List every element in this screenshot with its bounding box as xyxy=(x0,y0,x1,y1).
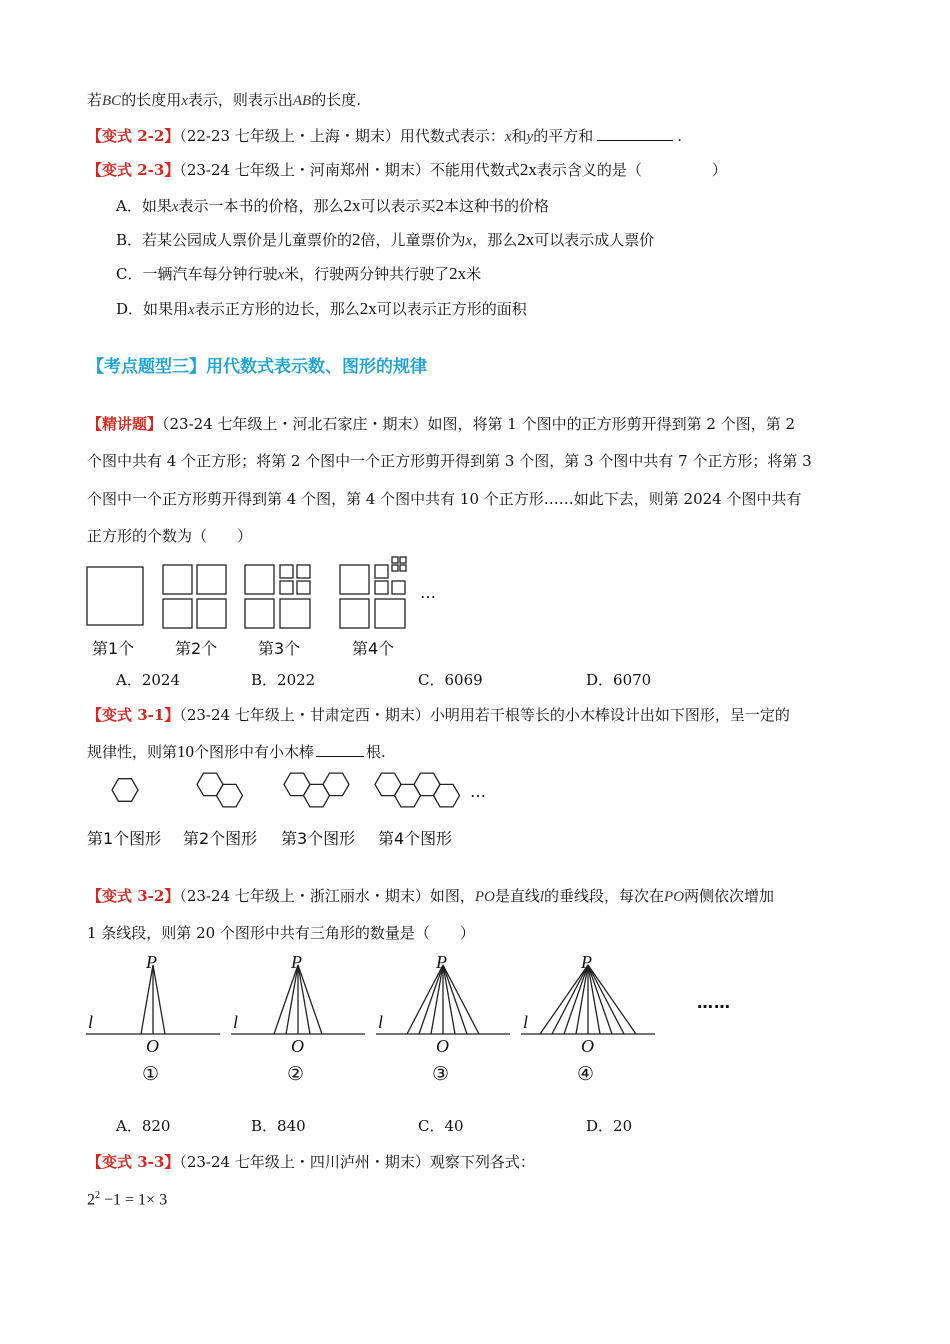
fig3-square xyxy=(297,565,310,578)
fan-ray xyxy=(141,965,153,1034)
squares-ellipsis: … xyxy=(420,583,436,602)
jingjiang-line2: 个图中共有 4 个正方形；将第 2 个图中一个正方形剪开得到第 3 个图，第 3 个图中共有 7 个正方形；将第 3 xyxy=(87,452,812,470)
fan-ray xyxy=(298,965,310,1034)
hex-label-3: 第3个图形 xyxy=(281,829,356,848)
fig4-square xyxy=(375,581,388,594)
fig2-square xyxy=(197,565,226,594)
hexagon-ellipsis: … xyxy=(470,782,486,801)
variant-3-1-line1: 【变式 3-1】（23-24 七年级上・甘肃定西・期末）小明用若干根等长的小木棒设计出如下图形，呈一定的 xyxy=(87,706,790,724)
fig-label-1: 第1个 xyxy=(92,639,135,658)
fan-ray xyxy=(153,965,165,1034)
fig-label-2: 第2个 xyxy=(175,639,218,658)
fig4-square xyxy=(375,599,405,628)
fan-label-p: P xyxy=(291,952,302,972)
option-b[interactable]: B．2022 xyxy=(251,671,316,689)
option-c[interactable]: C．6069 xyxy=(418,671,483,689)
variant-tag: 【变式 2-2】 xyxy=(87,127,180,145)
fan-label-o: O xyxy=(436,1036,449,1056)
fig4-square xyxy=(340,565,369,594)
fan-number-3: ③ xyxy=(432,1063,450,1085)
variant-tag: 【变式 3-1】 xyxy=(87,706,180,724)
hexagon xyxy=(112,779,138,802)
variant-tag: 【变式 3-3】 xyxy=(87,1153,180,1171)
section-title: 【考点题型三】用代数式表示数、图形的规律 xyxy=(87,357,427,377)
fan-ray xyxy=(540,965,588,1034)
option-c[interactable]: C．一辆汽车每分钟行驶x米，行驶两分钟共行驶了2x米 xyxy=(116,264,482,283)
formula: $2^2 -1 = 1\times 3$ xyxy=(87,1190,168,1209)
fig3-square xyxy=(297,581,310,594)
squares-figure xyxy=(86,562,446,632)
fan-label-p: P xyxy=(436,952,447,972)
option-d[interactable]: D．6070 xyxy=(586,671,652,689)
fig4-square xyxy=(392,557,398,563)
answer-blank[interactable] xyxy=(597,126,673,141)
variant-tag: 【精讲题】 xyxy=(87,415,163,433)
fan-ray xyxy=(419,965,443,1034)
fig3-square xyxy=(280,565,293,578)
fan-number-1: ① xyxy=(142,1063,160,1085)
jingjiang-line1: 【精讲题】（23-24 七年级上・河北石家庄・期末）如图，将第 1 个图中的正方形剪开得到第 2 个图，第 2 xyxy=(87,415,796,433)
fan-label-p: P xyxy=(581,952,592,972)
fan-number-2: ② xyxy=(287,1063,305,1085)
fig3-square xyxy=(245,565,274,594)
hexagon xyxy=(434,784,460,807)
fig4-square xyxy=(392,565,398,571)
fan-figure xyxy=(80,950,760,1090)
hexagon-figure xyxy=(100,768,500,818)
fan-label-l: l xyxy=(378,1012,384,1032)
fan-ray xyxy=(443,965,467,1034)
fig3-square xyxy=(280,599,310,628)
hexagon xyxy=(217,784,243,807)
option-b[interactable]: B．若某公园成人票价是儿童票价的2倍，儿童票价为x，那么2x可以表示成人票价 xyxy=(116,230,655,249)
fan-label-l: l xyxy=(88,1012,94,1032)
fig4-square xyxy=(340,599,369,628)
fan-label-l: l xyxy=(233,1012,239,1032)
option-a[interactable]: A．820 xyxy=(116,1117,171,1135)
option-a[interactable]: A．2024 xyxy=(116,671,181,689)
hex-label-2: 第2个图形 xyxy=(183,829,258,848)
jingjiang-line4: 正方形的个数为（ ） xyxy=(87,527,253,545)
fig3-square xyxy=(245,599,274,628)
fig-label-3: 第3个 xyxy=(258,639,301,658)
fig4-square xyxy=(400,565,406,571)
option-d[interactable]: D．20 xyxy=(586,1117,633,1135)
variant-3-3-line1: 【变式 3-3】（23-24 七年级上・四川泸州・期末）观察下列各式： xyxy=(87,1153,535,1171)
variant-3-1-line2: 规律性，则第10个图形中有小木棒 根. xyxy=(87,742,386,761)
option-a[interactable]: A．如果x表示一本书的价格，那么2x可以表示买2本这种书的价格 xyxy=(116,196,550,215)
fig1-square xyxy=(87,567,143,625)
fan-ray xyxy=(274,965,298,1034)
fan-ray xyxy=(588,965,636,1034)
fig4-square xyxy=(375,565,388,578)
fan-ray xyxy=(286,965,298,1034)
fan-ray xyxy=(298,965,322,1034)
variant-2-2: 【变式 2-2】（22-23 七年级上・上海・期末）用代数式表示：x和y的平方和 . xyxy=(87,127,682,145)
fan-label-l: l xyxy=(523,1012,529,1032)
fig-label-4: 第4个 xyxy=(352,639,395,658)
option-d[interactable]: D．如果用x表示正方形的边长，那么2x可以表示正方形的面积 xyxy=(116,299,527,318)
option-c[interactable]: C．40 xyxy=(418,1117,464,1135)
hexagon xyxy=(323,773,349,796)
variant-2-3: 【变式 2-3】（23-24 七年级上・河南郑州・期末）不能用代数式2x表示含义的是（ ） xyxy=(87,160,727,179)
fan-ray xyxy=(564,965,588,1034)
fan-label-o: O xyxy=(291,1036,304,1056)
answer-blank[interactable] xyxy=(316,742,364,757)
variant-tag: 【变式 3-2】 xyxy=(87,887,180,905)
fan-ray xyxy=(588,965,612,1034)
fan-number-4: ④ xyxy=(577,1063,595,1085)
fan-dots: …… xyxy=(697,993,731,1012)
fig3-square xyxy=(280,581,293,594)
fan-label-o: O xyxy=(146,1036,159,1056)
fig2-square xyxy=(197,599,226,628)
variant-3-2-line1: 【变式 3-2】（23-24 七年级上・浙江丽水・期末）如图，PO是直线l的垂线段，每次在PO两侧依次增加 xyxy=(87,887,775,905)
fig2-square xyxy=(163,599,192,628)
hex-label-1: 第1个图形 xyxy=(87,829,162,848)
fan-label-o: O xyxy=(581,1036,594,1056)
variant-3-2-line2: 1 条线段，则第 20 个图形中共有三角形的数量是（ ） xyxy=(87,924,475,942)
fan-label-p: P xyxy=(146,952,157,972)
hex-label-4: 第4个图形 xyxy=(378,829,453,848)
option-b[interactable]: B．840 xyxy=(251,1117,306,1135)
fig4-square xyxy=(400,557,406,563)
variant-tag: 【变式 2-3】 xyxy=(87,161,180,179)
intro-line: 若BC的长度用x表示，则表示出AB的长度. xyxy=(87,91,361,109)
fig2-square xyxy=(163,565,192,594)
fig4-square xyxy=(392,581,405,594)
jingjiang-line3: 个图中一个正方形剪开得到第 4 个图，第 4 个图中共有 10 个正方形……如此下去，则第 2024 个图中共有 xyxy=(87,490,802,508)
